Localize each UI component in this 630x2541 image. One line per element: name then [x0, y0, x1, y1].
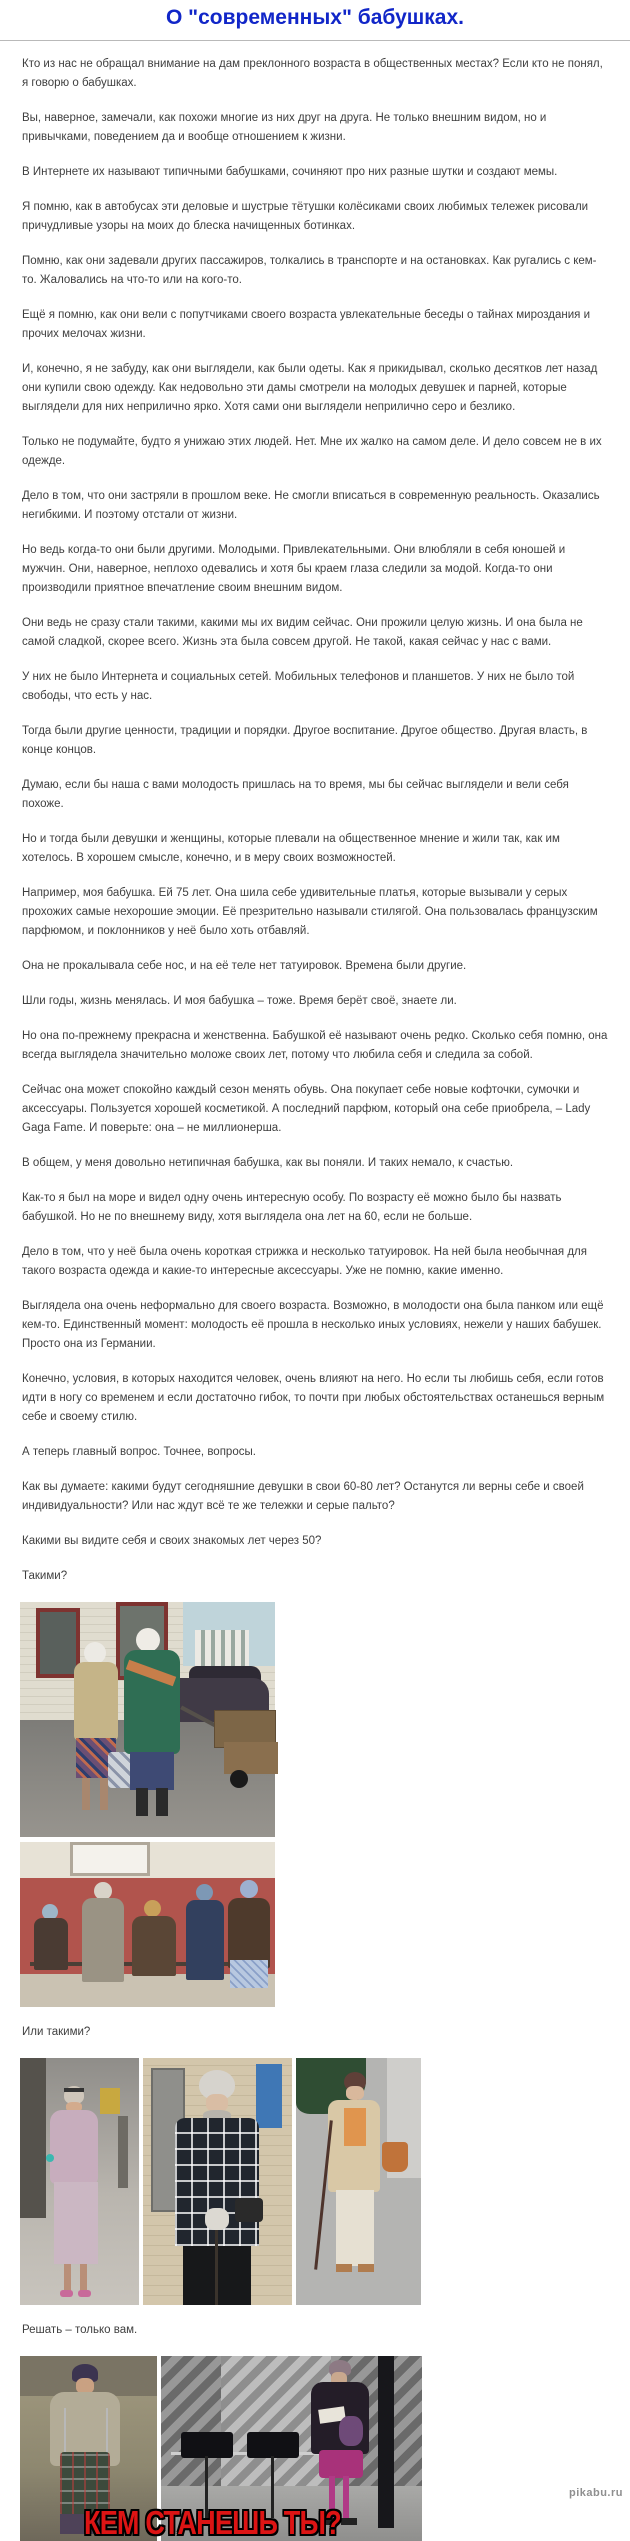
prompt-decide: Решать – только вам. — [22, 2324, 138, 2336]
article-paragraph: Кто из нас не обращал внимание на дам преклонного возраста в общественных местах? Если кто не понял, я говорю о бабушках. — [22, 58, 603, 89]
article-paragraph: Конечно, условия, в которых находится человек, очень влияют на него. Но если ты любишь себя, если готов идти в ногу со временем и если достаточно гибок, то почти при любых обстоятельствах останешься верным себе и своему стилю. — [22, 1373, 605, 1423]
article-paragraph: Только не подумайте, будто я унижаю этих людей. Нет. Мне их жалко на самом деле. И дело совсем не в их одежде. — [22, 436, 602, 467]
article-body — [0, 41, 630, 2541]
article-paragraph: Как-то я был на море и видел одну очень интересную особу. По возрасту её можно было бы назвать бабушкой. Но не по внешнему виду, хотя выглядела она лет на 60, если не больше. — [22, 1192, 562, 1223]
article-paragraph: В общем, у меня довольно нетипичная бабушка, как вы поняли. И таких немало, к счастью. — [22, 1157, 514, 1169]
article-paragraph: Дело в том, что у неё была очень короткая стрижка и несколько татуировок. На ней была необычная для такого возраста одежда и какие-то интересные аксессуары. Уже не помню, какие именно. — [22, 1246, 587, 1277]
photo-street-babushki — [20, 1602, 275, 1837]
article-paragraph: Думаю, если бы наша с вами молодость пришлась на то время, мы бы сейчас выглядели и вели себя похоже. — [22, 779, 569, 810]
watermark-pikabu: pikabu.ru — [568, 2487, 623, 2499]
article-paragraph: Выглядела она очень неформально для своего возраста. Возможно, в молодости она была панком или ещё кем-то. Единственный момент: молодость её прошла в несколько иных условиях, нежели у наших бабушек. Просто она из Германии. — [22, 1300, 604, 1350]
article-paragraph: Она не прокалывала себе нос, и на её теле нет татуировок. Времена были другие. — [22, 960, 467, 972]
photo-lady-plaid — [143, 2058, 292, 2305]
figure-typical-babushki — [22, 1602, 608, 2007]
article-paragraph: Дело в том, что они застряли в прошлом веке. Не смогли вписаться в современную реальность. Оказались негибкими. И поэтому отстали от жизни. — [22, 490, 600, 521]
article-paragraph: Шли годы, жизнь менялась. И моя бабушка – тоже. Время берёт своё, знаете ли. — [22, 995, 457, 1007]
article-paragraph: Но и тогда были девушки и женщины, которые плевали на общественное мнение и жили так, как им хотелось. В хорошем смысле, конечно, и в меру своих возможностей. — [22, 833, 560, 864]
article-paragraph: Ещё я помню, как они вели с попутчиками своего возраста увлекательные беседы о тайнах мироздания и прочих мелочах жизни. — [22, 309, 590, 340]
figure-stylish-ladies — [20, 2058, 608, 2305]
meme-caption: КЕМ СТАНЕШЬ ТЫ? — [84, 2504, 341, 2541]
article-paragraph: Вы, наверное, замечали, как похожи многие из них друг на друга. Не только внешним видом, но и привычками, поведением да и вообще отношением к жизни. — [22, 112, 547, 143]
article-paragraph: И, конечно, я не забуду, как они выглядели, как были одеты. Как я прикидывал, сколько десятков лет назад они купили свою одежду. Как недовольно эти дамы смотрели на молодых девушек и парней, которые выглядели для них неприлично ярко. Хотя сами они выглядели неприлично серо и безлико. — [22, 363, 598, 413]
photo-lady-beige — [296, 2058, 421, 2305]
post-page — [0, 5, 630, 2541]
photo-lady-pink — [20, 2058, 139, 2305]
article-paragraph: Сейчас она может спокойно каждый сезон менять обувь. Она покупает себе новые кофточки, сумочки и аксессуары. Пользуется хорошей косметикой. А последний парфюм, который она себе приобрела, – Lady Gaga Fame. И поверьте: она – не миллионерша. — [22, 1084, 591, 1134]
article-paragraph: Например, моя бабушка. Ей 75 лет. Она шила себе удивительные платья, которые вызывали у серых прохожих самые нехорошие эмоции. Её презрительно называли стилягой. Она пользовалась французским парфюмом, и поклонников у неё было хоть отбавляй. — [22, 887, 598, 937]
article-paragraph: Я помню, как в автобусах эти деловые и шустрые тётушки колёсиками своих любимых тележек рисовали причудливые узоры на моих до блеска начищенных ботинках. — [22, 201, 589, 232]
prompt-or-such: Или такими? — [22, 2026, 91, 2038]
article-paragraph: Помню, как они задевали других пассажиров, толкались в транспорте и на остановках. Как ругались с кем-то. Жаловались на что-то или на кого-то. — [22, 255, 597, 286]
article-paragraph: А теперь главный вопрос. Точнее, вопросы. — [22, 1446, 256, 1458]
figure-meme — [20, 2356, 608, 2541]
photo-bench-babushki — [20, 1842, 275, 2007]
article-paragraph: У них не было Интернета и социальных сетей. Мобильных телефонов и планшетов. У них не было той свободы, что есть у нас. — [22, 671, 575, 702]
article-paragraph: Тогда были другие ценности, традиции и порядки. Другое воспитание. Другое общество. Другая власть, в конце концов. — [22, 725, 588, 756]
article-paragraph: В Интернете их называют типичными бабушками, сочиняют про них разные шутки и создают мемы. — [22, 166, 558, 178]
article-paragraph: Как вы думаете: какими будут сегодняшние девушки в свои 60-80 лет? Останутся ли верны себе и своей индивидуальности? Или нас ждут всё те же тележки и серые пальто? — [22, 1481, 584, 1512]
article-paragraph: Но она по-прежнему прекрасна и женственна. Бабушкой её называют очень редко. Сколько себя помню, она всегда выглядела значительно моложе своих лет, потому что любила себя и следила за собой. — [22, 1030, 608, 1061]
prompt-such: Такими? — [22, 1570, 68, 1582]
article-paragraph: Какими вы видите себя и своих знакомых лет через 50? — [22, 1535, 322, 1547]
article-paragraph: Но ведь когда-то они были другими. Молодыми. Привлекательными. Они влюбляли в себя юношей и мужчин. Они, наверное, неплохо одевались и хотя бы краем глаза следили за модой. Когда-то они производили приятное впечатление своим внешним видом. — [22, 544, 566, 594]
article-paragraph: Они ведь не сразу стали такими, какими мы их видим сейчас. Они прожили целую жизнь. И она была не самой сладкой, скорее всего. Жизнь эта была совсем другой. Не такой, какая сейчас у нас с вами. — [22, 617, 583, 648]
post-title[interactable]: О "современных" бабушках. — [166, 6, 464, 29]
